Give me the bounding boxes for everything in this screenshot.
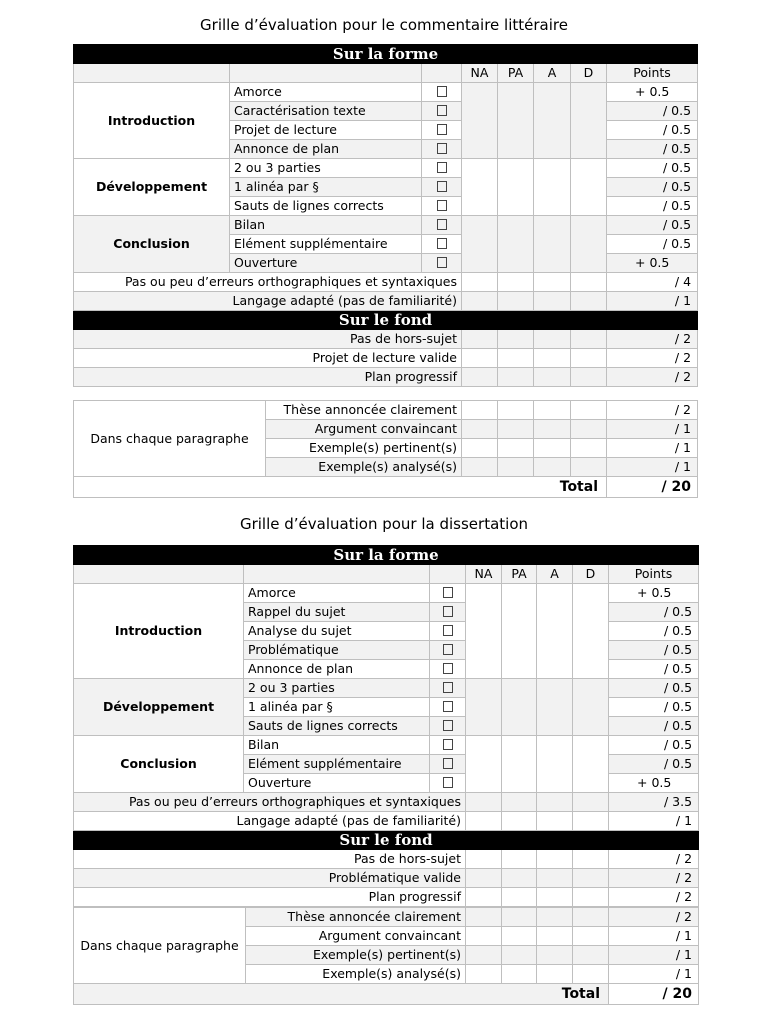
checkbox[interactable]	[443, 720, 453, 731]
section-introduction: Introduction	[74, 83, 230, 159]
item-label: Rappel du sujet	[244, 603, 430, 622]
col-d: D	[571, 64, 607, 83]
item-label: Ouverture	[230, 254, 422, 273]
commentaire-grid	[73, 44, 698, 387]
item-points: / 0.5	[609, 698, 699, 717]
total-label: Total	[74, 984, 609, 1005]
item-label: Projet de lecture	[230, 121, 422, 140]
col-a: A	[537, 565, 573, 584]
checkbox[interactable]	[443, 606, 453, 617]
item-label: Caractérisation texte	[230, 102, 422, 121]
para-item-points: / 1	[609, 965, 699, 984]
checkbox[interactable]	[443, 701, 453, 712]
para-item-label: Argument convaincant	[266, 420, 462, 439]
item-label: Elément supplémentaire	[244, 755, 430, 774]
langage-points: / 1	[607, 292, 698, 311]
total-points: / 20	[607, 477, 698, 498]
checkbox[interactable]	[437, 162, 447, 173]
col-pa: PA	[502, 565, 537, 584]
para-item-points: / 1	[607, 458, 698, 477]
item-label: Annonce de plan	[244, 660, 430, 679]
item-points: / 0.5	[607, 121, 698, 140]
langage-label: Langage adapté (pas de familiarité)	[74, 292, 462, 311]
checkbox[interactable]	[443, 777, 453, 788]
item-points: / 0.5	[607, 178, 698, 197]
checkbox[interactable]	[443, 625, 453, 636]
para-item-points: / 2	[607, 401, 698, 420]
checkbox[interactable]	[437, 257, 447, 268]
dissertation-grid	[73, 545, 699, 907]
item-points: + 0.5	[607, 254, 698, 273]
fond-label: Pas de hors-sujet	[74, 330, 462, 349]
table2-title: Grille d’évaluation pour la dissertation	[239, 515, 529, 533]
item-label: Problématique	[244, 641, 430, 660]
checkbox[interactable]	[443, 644, 453, 655]
item-points: / 0.5	[607, 197, 698, 216]
fond-points: / 2	[609, 888, 699, 907]
item-label: 2 ou 3 parties	[230, 159, 422, 178]
item-label: Elément supplémentaire	[230, 235, 422, 254]
erreurs-label: Pas ou peu d’erreurs orthographiques et syntaxiques	[74, 793, 466, 812]
fond-points: / 2	[607, 349, 698, 368]
item-label: Amorce	[244, 584, 430, 603]
para-item-label: Exemple(s) pertinent(s)	[266, 439, 462, 458]
item-points: + 0.5	[609, 584, 699, 603]
forme-header: Sur la forme	[74, 546, 699, 565]
col-pa: PA	[498, 64, 534, 83]
item-points: / 0.5	[609, 717, 699, 736]
item-label: Amorce	[230, 83, 422, 102]
fond-points: / 2	[609, 869, 699, 888]
checkbox[interactable]	[437, 105, 447, 116]
checkbox[interactable]	[443, 682, 453, 693]
fond-label: Plan progressif	[74, 368, 462, 387]
checkbox[interactable]	[437, 124, 447, 135]
item-points: / 0.5	[607, 140, 698, 159]
item-label: Bilan	[230, 216, 422, 235]
item-label: Analyse du sujet	[244, 622, 430, 641]
para-item-points: / 1	[607, 439, 698, 458]
col-na: NA	[466, 565, 502, 584]
checkbox[interactable]	[437, 238, 447, 249]
item-label: 1 alinéa par §	[230, 178, 422, 197]
item-points: / 0.5	[609, 660, 699, 679]
section-introduction: Introduction	[74, 584, 244, 679]
col-na: NA	[462, 64, 498, 83]
section-conclusion: Conclusion	[74, 736, 244, 793]
checkbox[interactable]	[443, 663, 453, 674]
item-points: + 0.5	[609, 774, 699, 793]
section-developpement: Développement	[74, 679, 244, 736]
item-label: 2 ou 3 parties	[244, 679, 430, 698]
section-developpement: Développement	[74, 159, 230, 216]
item-label: Ouverture	[244, 774, 430, 793]
item-label: Bilan	[244, 736, 430, 755]
fond-label: Problématique valide	[74, 869, 466, 888]
para-item-label: Thèse annoncée clairement	[246, 908, 466, 927]
dissertation-paragraph-grid	[73, 907, 699, 1005]
paragraph-label: Dans chaque paragraphe	[74, 908, 246, 984]
para-item-label: Exemple(s) analysé(s)	[266, 458, 462, 477]
fond-header: Sur le fond	[74, 311, 698, 330]
total-label: Total	[74, 477, 607, 498]
item-points: / 0.5	[607, 159, 698, 178]
checkbox[interactable]	[437, 219, 447, 230]
fond-points: / 2	[607, 368, 698, 387]
item-points: / 0.5	[609, 736, 699, 755]
table1-title: Grille d’évaluation pour le commentaire littéraire	[200, 16, 568, 34]
langage-points: / 1	[609, 812, 699, 831]
item-points: / 0.5	[609, 755, 699, 774]
para-item-label: Exemple(s) analysé(s)	[246, 965, 466, 984]
fond-label: Plan progressif	[74, 888, 466, 907]
col-points: Points	[609, 565, 699, 584]
item-points: + 0.5	[607, 83, 698, 102]
para-item-points: / 2	[609, 908, 699, 927]
para-item-points: / 1	[607, 420, 698, 439]
forme-header: Sur la forme	[74, 45, 698, 64]
para-item-points: / 1	[609, 946, 699, 965]
commentaire-paragraph-grid	[73, 400, 698, 498]
checkbox[interactable]	[437, 86, 447, 97]
erreurs-points: / 3.5	[609, 793, 699, 812]
item-points: / 0.5	[607, 235, 698, 254]
item-points: / 0.5	[607, 216, 698, 235]
item-points: / 0.5	[609, 603, 699, 622]
checkbox[interactable]	[437, 143, 447, 154]
checkbox[interactable]	[443, 739, 453, 750]
item-points: / 0.5	[609, 641, 699, 660]
fond-label: Pas de hors-sujet	[74, 850, 466, 869]
item-label: 1 alinéa par §	[244, 698, 430, 717]
fond-points: / 2	[609, 850, 699, 869]
total-points: / 20	[609, 984, 699, 1005]
erreurs-points: / 4	[607, 273, 698, 292]
item-points: / 0.5	[609, 622, 699, 641]
section-conclusion: Conclusion	[74, 216, 230, 273]
para-item-points: / 1	[609, 927, 699, 946]
erreurs-label: Pas ou peu d’erreurs orthographiques et syntaxiques	[74, 273, 462, 292]
item-label: Annonce de plan	[230, 140, 422, 159]
para-item-label: Thèse annoncée clairement	[266, 401, 462, 420]
item-points: / 0.5	[609, 679, 699, 698]
para-item-label: Argument convaincant	[246, 927, 466, 946]
col-d: D	[573, 565, 609, 584]
checkbox[interactable]	[437, 200, 447, 211]
col-a: A	[534, 64, 571, 83]
langage-label: Langage adapté (pas de familiarité)	[74, 812, 466, 831]
fond-header: Sur le fond	[74, 831, 699, 850]
col-points: Points	[607, 64, 698, 83]
para-item-label: Exemple(s) pertinent(s)	[246, 946, 466, 965]
item-label: Sauts de lignes corrects	[244, 717, 430, 736]
checkbox[interactable]	[443, 587, 453, 598]
fond-label: Projet de lecture valide	[74, 349, 462, 368]
item-label: Sauts de lignes corrects	[230, 197, 422, 216]
fond-points: / 2	[607, 330, 698, 349]
checkbox[interactable]	[437, 181, 447, 192]
paragraph-label: Dans chaque paragraphe	[74, 401, 266, 477]
item-points: / 0.5	[607, 102, 698, 121]
checkbox[interactable]	[443, 758, 453, 769]
